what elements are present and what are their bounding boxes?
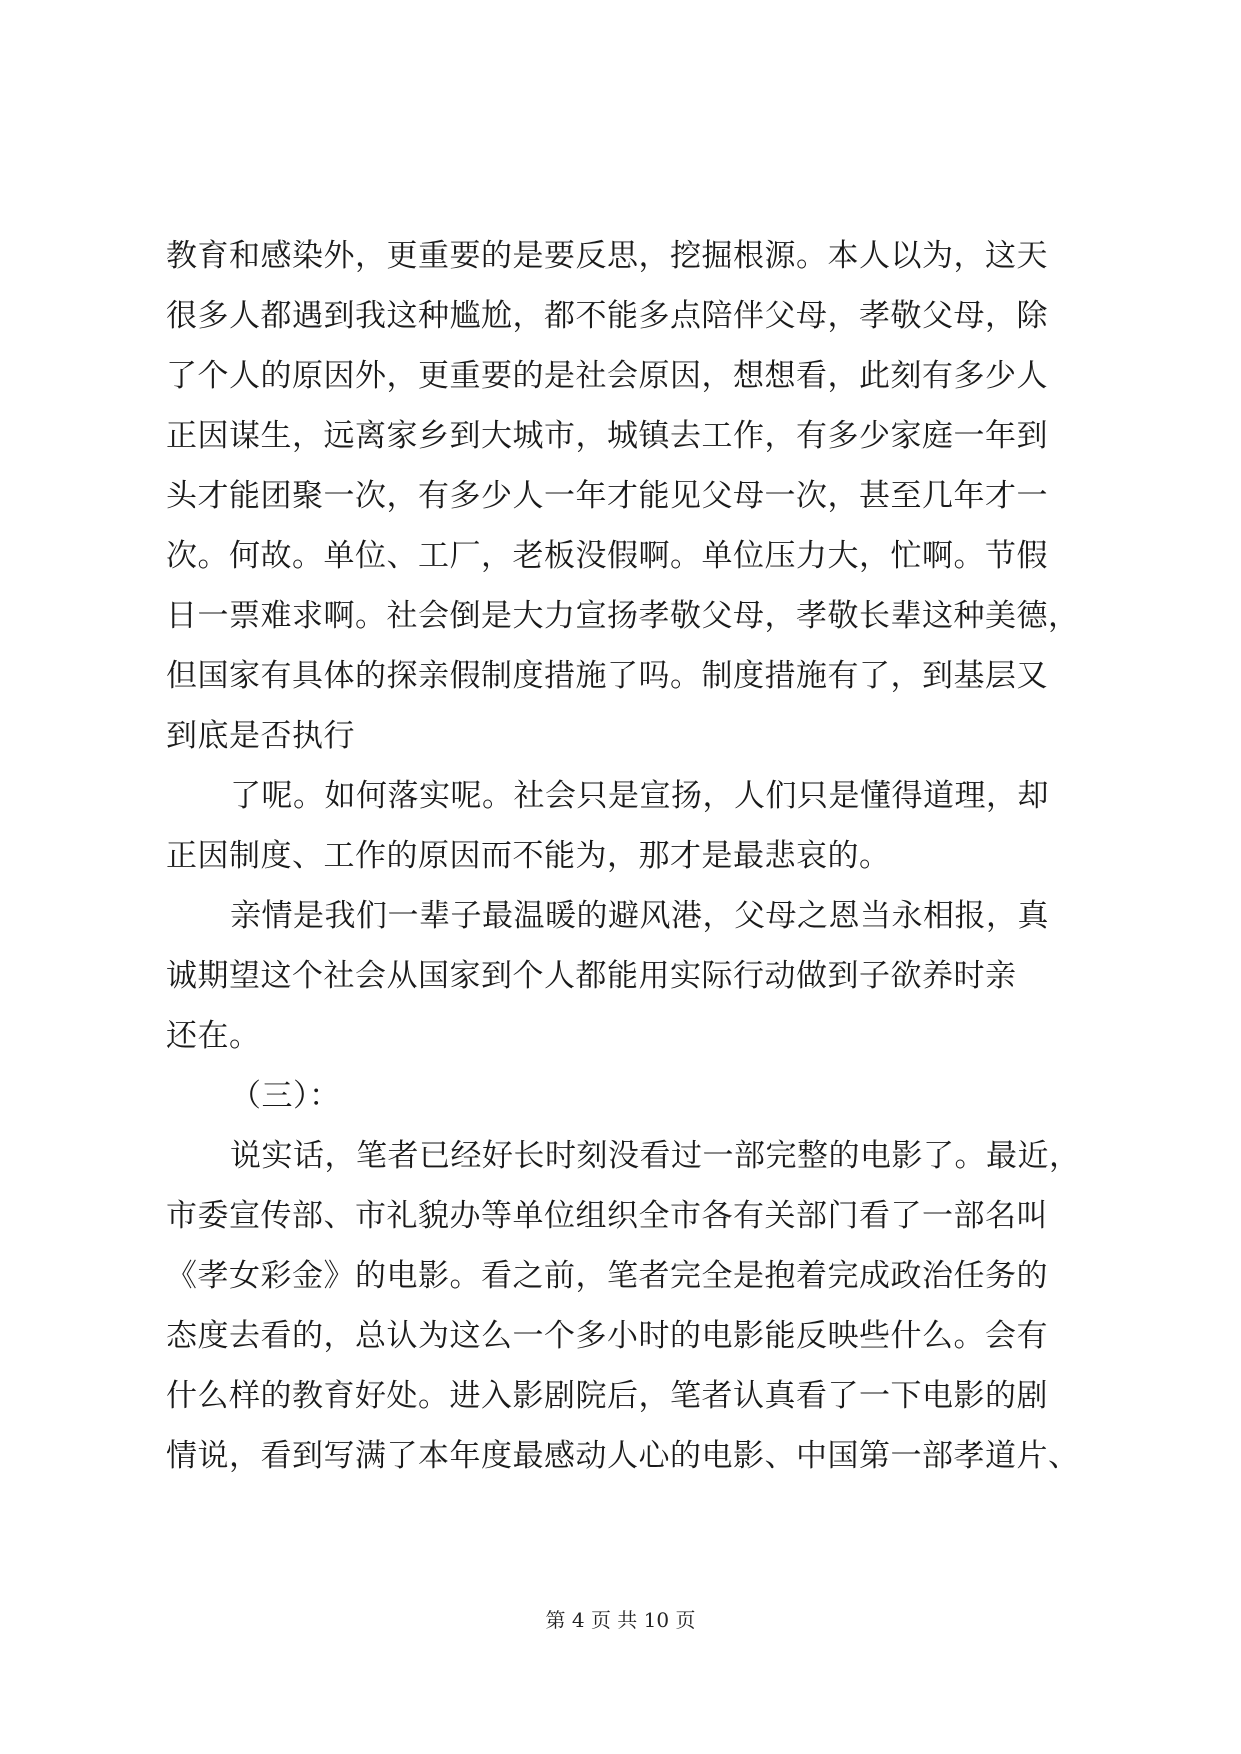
text-line-1: 教育和感染外，更重要的是要反思，挖掘根源。本人以为，这天 <box>166 238 1048 274</box>
text-line-2: 很多人都遇到我这种尴尬，都不能多点陪伴父母，孝敬父母，除 <box>166 298 1048 334</box>
text-line-10: 了呢。如何落实呢。社会只是宣扬，人们只是懂得道理，却 <box>230 778 1049 814</box>
text-line-14: 还在。 <box>166 1018 261 1054</box>
body-text <box>166 226 1086 1486</box>
text-line-21: 情说，看到写满了本年度最感动人心的电影、中国第一部孝道片、 <box>166 1438 1080 1474</box>
text-line-16: 说实话，笔者已经好长时刻没看过一部完整的电影了。最近， <box>230 1138 1081 1174</box>
text-line-8: 但国家有具体的探亲假制度措施了吗。制度措施有了，到基层又 <box>166 658 1048 694</box>
text-line-9: 到底是否执行 <box>166 718 355 754</box>
text-line-11: 正因制度、工作的原因而不能为，那才是最悲哀的。 <box>166 838 891 874</box>
text-line-6: 次。何故。单位、工厂，老板没假啊。单位压力大，忙啊。节假 <box>166 538 1048 574</box>
text-line-17: 市委宣传部、市礼貌办等单位组织全市各有关部门看了一部名叫 <box>166 1198 1048 1234</box>
text-line-4: 正因谋生，远离家乡到大城市，城镇去工作，有多少家庭一年到 <box>166 418 1048 454</box>
text-line-7: 日一票难求啊。社会倒是大力宣扬孝敬父母，孝敬长辈这种美德， <box>166 598 1080 634</box>
page-footer: 第 4 页 共 10 页 <box>545 1608 696 1632</box>
text-line-19: 态度去看的，总认为这么一个多小时的电影能反映些什么。会有 <box>166 1318 1048 1354</box>
text-line-5: 头才能团聚一次，有多少人一年才能见父母一次，甚至几年才一 <box>166 478 1048 514</box>
text-line-13: 诚期望这个社会从国家到个人都能用实际行动做到子欲养时亲 <box>166 958 1017 994</box>
section-heading: （三）： <box>230 1078 341 1114</box>
text-line-20: 什么样的教育好处。进入影剧院后，笔者认真看了一下电影的剧 <box>166 1378 1048 1414</box>
text-line-12: 亲情是我们一辈子最温暖的避风港，父母之恩当永相报，真 <box>230 898 1049 934</box>
text-line-3: 了个人的原因外，更重要的是社会原因，想想看，此刻有多少人 <box>166 358 1048 394</box>
text-line-18: 《孝女彩金》的电影。看之前，笔者完全是抱着完成政治任务的 <box>166 1258 1048 1294</box>
